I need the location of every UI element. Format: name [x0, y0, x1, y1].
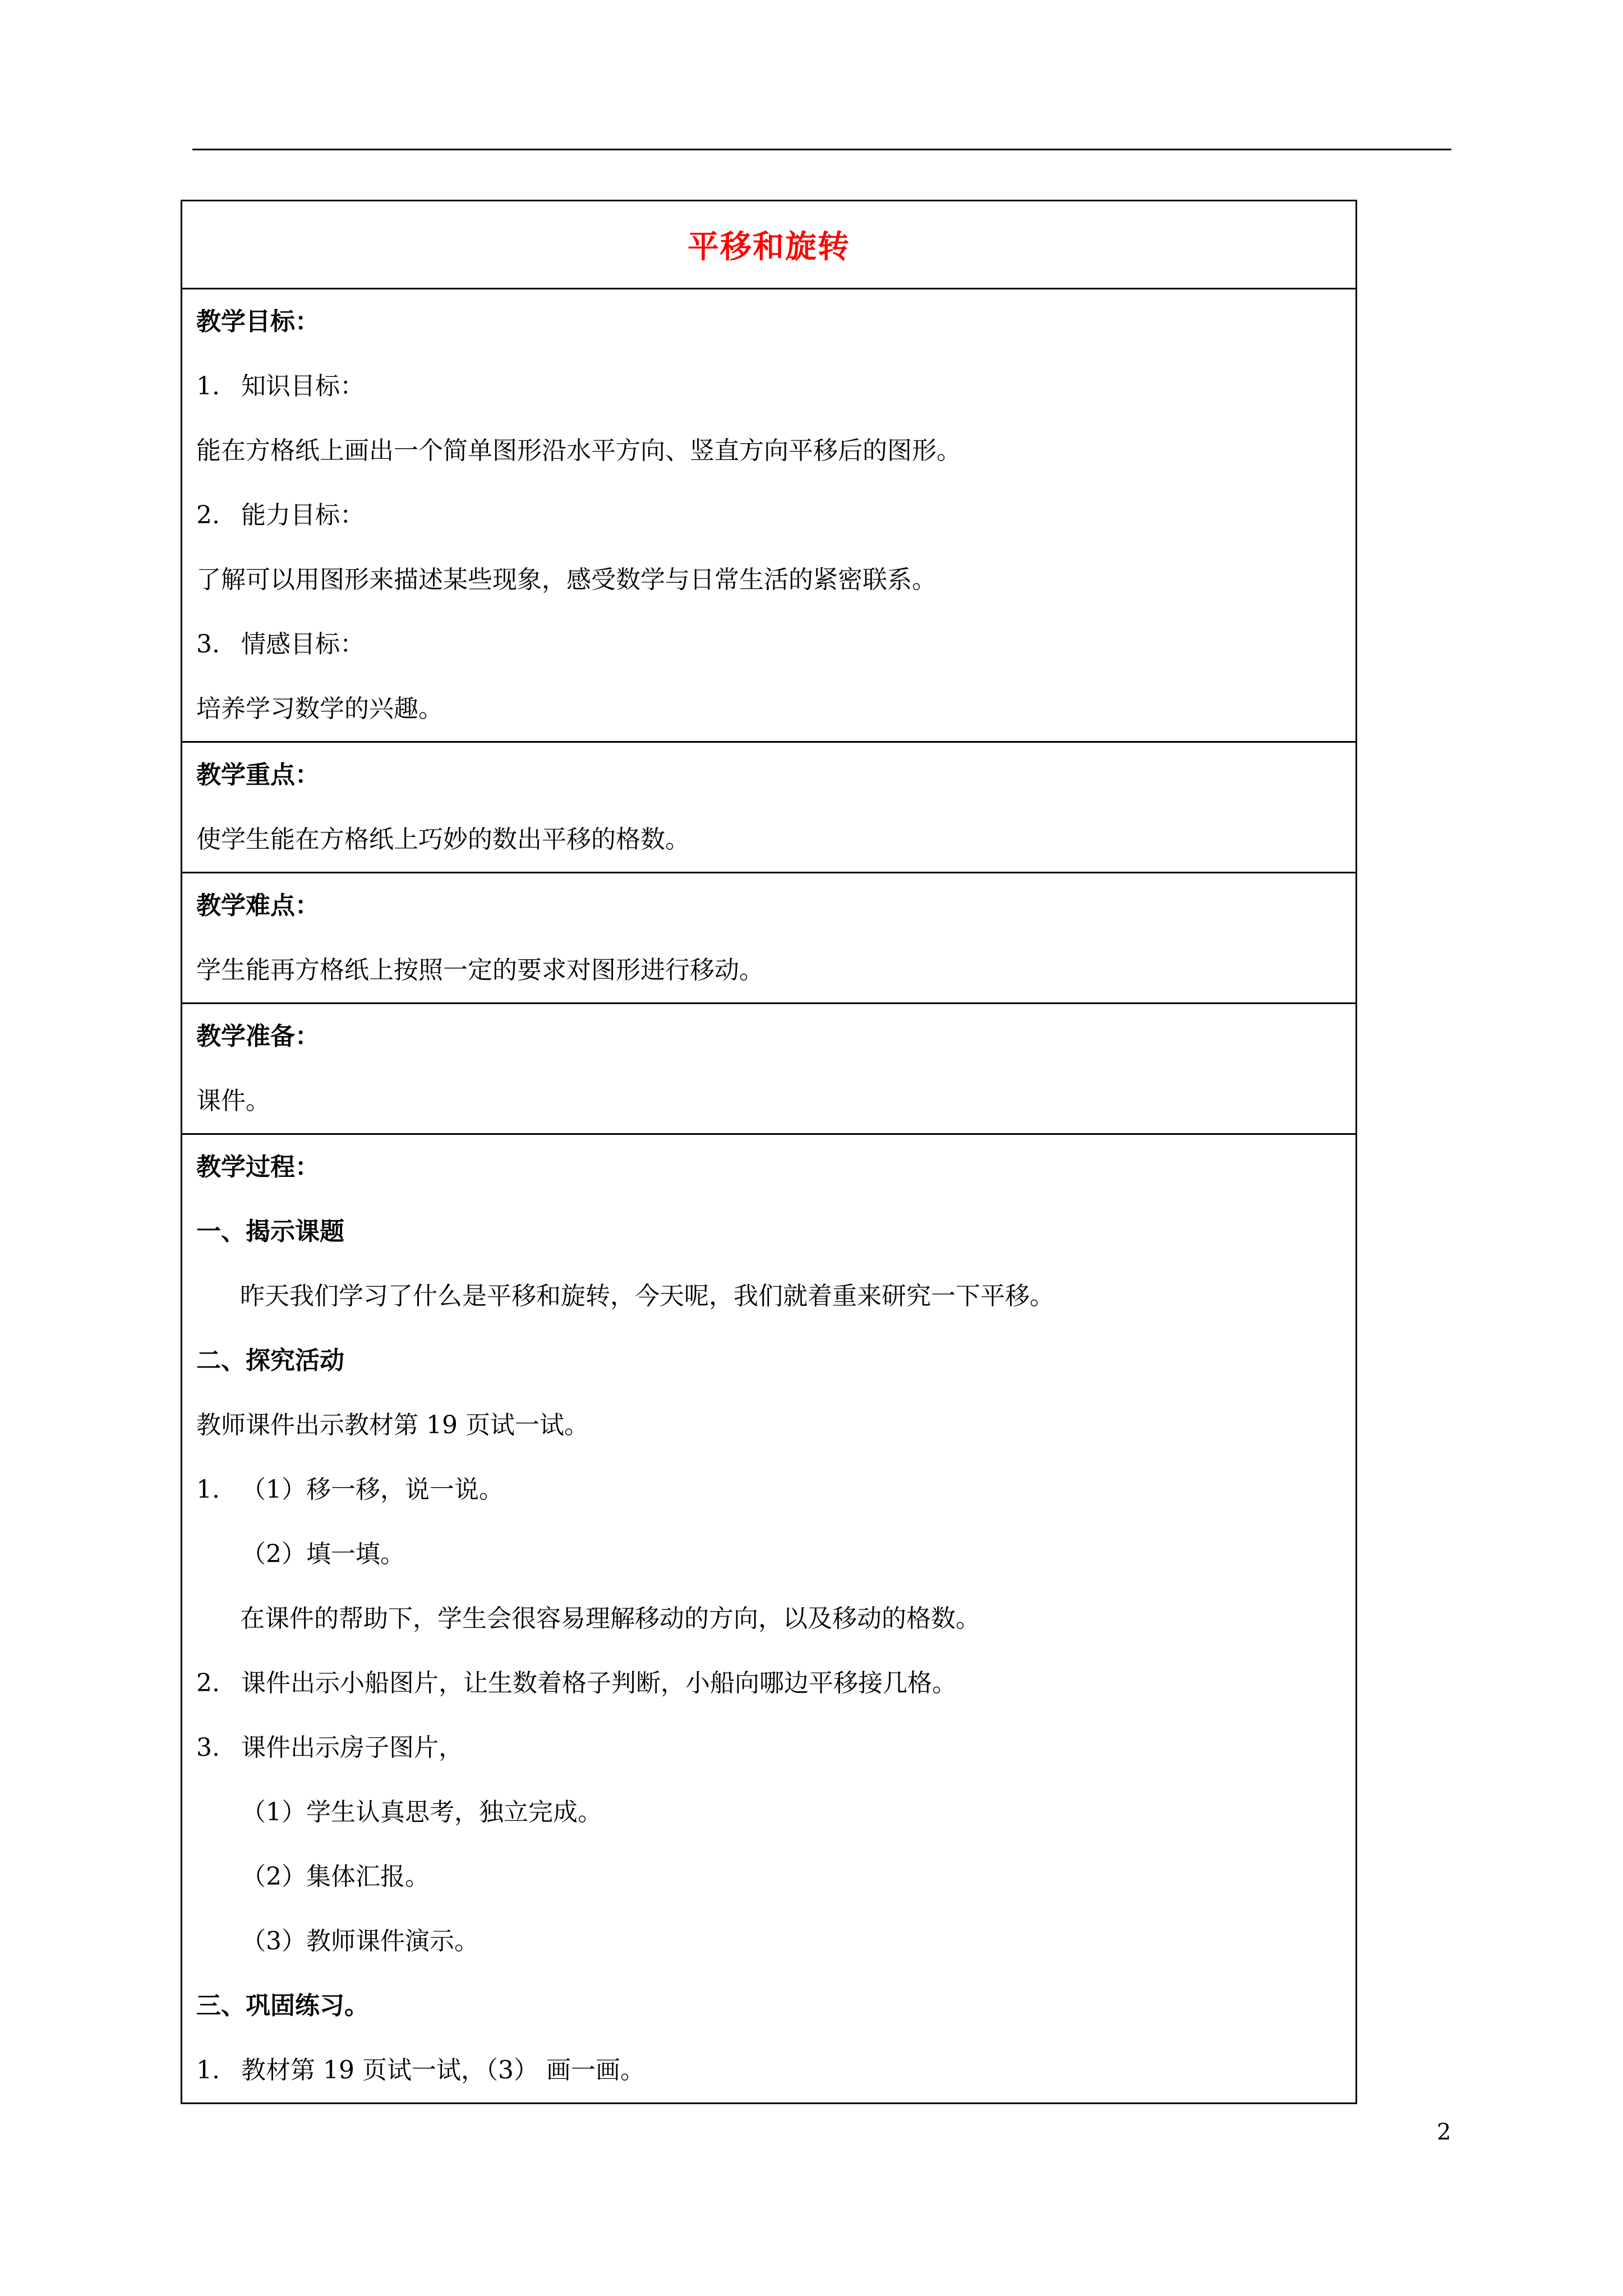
objectives-section — [182, 288, 1355, 741]
objective-2-text: 了解可以用图形来描述某些现象，感受数学与日常生活的紧密联系。 — [196, 565, 937, 594]
section-3-item-1-num: 1. — [196, 2056, 220, 2085]
objective-3-text: 培养学习数学的兴趣。 — [196, 694, 443, 723]
section-2-item-1 — [196, 1457, 1341, 1522]
section-2-item-2 — [196, 1651, 1341, 1715]
key-point-section — [182, 741, 1355, 872]
section-2-item-3 — [196, 1715, 1341, 1780]
objective-2-label-line — [196, 483, 1341, 547]
section-1-title: 一、揭示课题 — [196, 1217, 344, 1246]
section-2-item-1-num: 1. — [196, 1475, 220, 1504]
preparation-heading: 教学准备： — [196, 1022, 320, 1051]
section-2-intro: 教师课件出示教材第 19 页试一试。 — [196, 1411, 589, 1439]
section-2-title: 二、探究活动 — [196, 1346, 344, 1375]
section-2-item-2-num: 2. — [196, 1669, 220, 1697]
section-2-item-3-text: 课件出示房子图片， — [241, 1733, 463, 1762]
section-2-item-3-a: （1）学生认真思考，独立完成。 — [241, 1798, 602, 1826]
preparation-text: 课件。 — [196, 1087, 270, 1115]
process-section — [182, 1133, 1355, 2102]
objective-1-label-line — [196, 354, 1341, 418]
section-3-item-1 — [196, 2038, 1341, 2102]
objective-2-label: 能力目标： — [241, 501, 365, 530]
objective-3-num: 3. — [196, 630, 220, 659]
section-2-item-3-num: 3. — [196, 1733, 220, 1762]
objective-1-label: 知识目标： — [241, 372, 365, 401]
section-2-item-1-c: 在课件的帮助下，学生会很容易理解移动的方向，以及移动的格数。 — [240, 1604, 980, 1633]
objective-3-label: 情感目标： — [241, 630, 365, 659]
section-2-item-3-c: （3）教师课件演示。 — [241, 1927, 479, 1955]
objectives-heading: 教学目标： — [196, 307, 320, 336]
key-point-heading: 教学重点： — [196, 761, 320, 789]
key-point-text: 使学生能在方格纸上巧妙的数出平移的格数。 — [196, 825, 690, 854]
section-3-item-1-text: 教材第 19 页试一试，（3） 画一画。 — [241, 2056, 645, 2085]
objective-2-num: 2. — [196, 501, 220, 530]
header-rule — [192, 149, 1451, 150]
lesson-plan-table — [181, 200, 1357, 2104]
document-title: 平移和旋转 — [688, 228, 850, 265]
section-2-item-1-a: （1）移一移，说一说。 — [241, 1475, 504, 1504]
difficulty-text: 学生能再方格纸上按照一定的要求对图形进行移动。 — [196, 956, 764, 984]
page-number: 2 — [1437, 2119, 1451, 2145]
difficulty-heading: 教学难点： — [196, 891, 320, 920]
objective-1-text: 能在方格纸上画出一个简单图形沿水平方向、竖直方向平移后的图形。 — [196, 436, 961, 465]
section-3-title: 三、巩固练习。 — [196, 1991, 369, 2020]
section-1-text: 昨天我们学习了什么是平移和旋转，今天呢，我们就着重来研究一下平移。 — [240, 1282, 1054, 1310]
difficulty-section — [182, 872, 1355, 1002]
title-row — [182, 201, 1355, 288]
section-2-item-2-text: 课件出示小船图片，让生数着格子判断，小船向哪边平移接几格。 — [241, 1669, 957, 1697]
preparation-section — [182, 1002, 1355, 1133]
objective-3-label-line — [196, 612, 1341, 677]
process-heading: 教学过程： — [196, 1153, 320, 1181]
objective-1-num: 1. — [196, 372, 220, 401]
section-2-item-3-b: （2）集体汇报。 — [241, 1862, 430, 1891]
section-2-item-1-b: （2）填一填。 — [241, 1540, 405, 1568]
